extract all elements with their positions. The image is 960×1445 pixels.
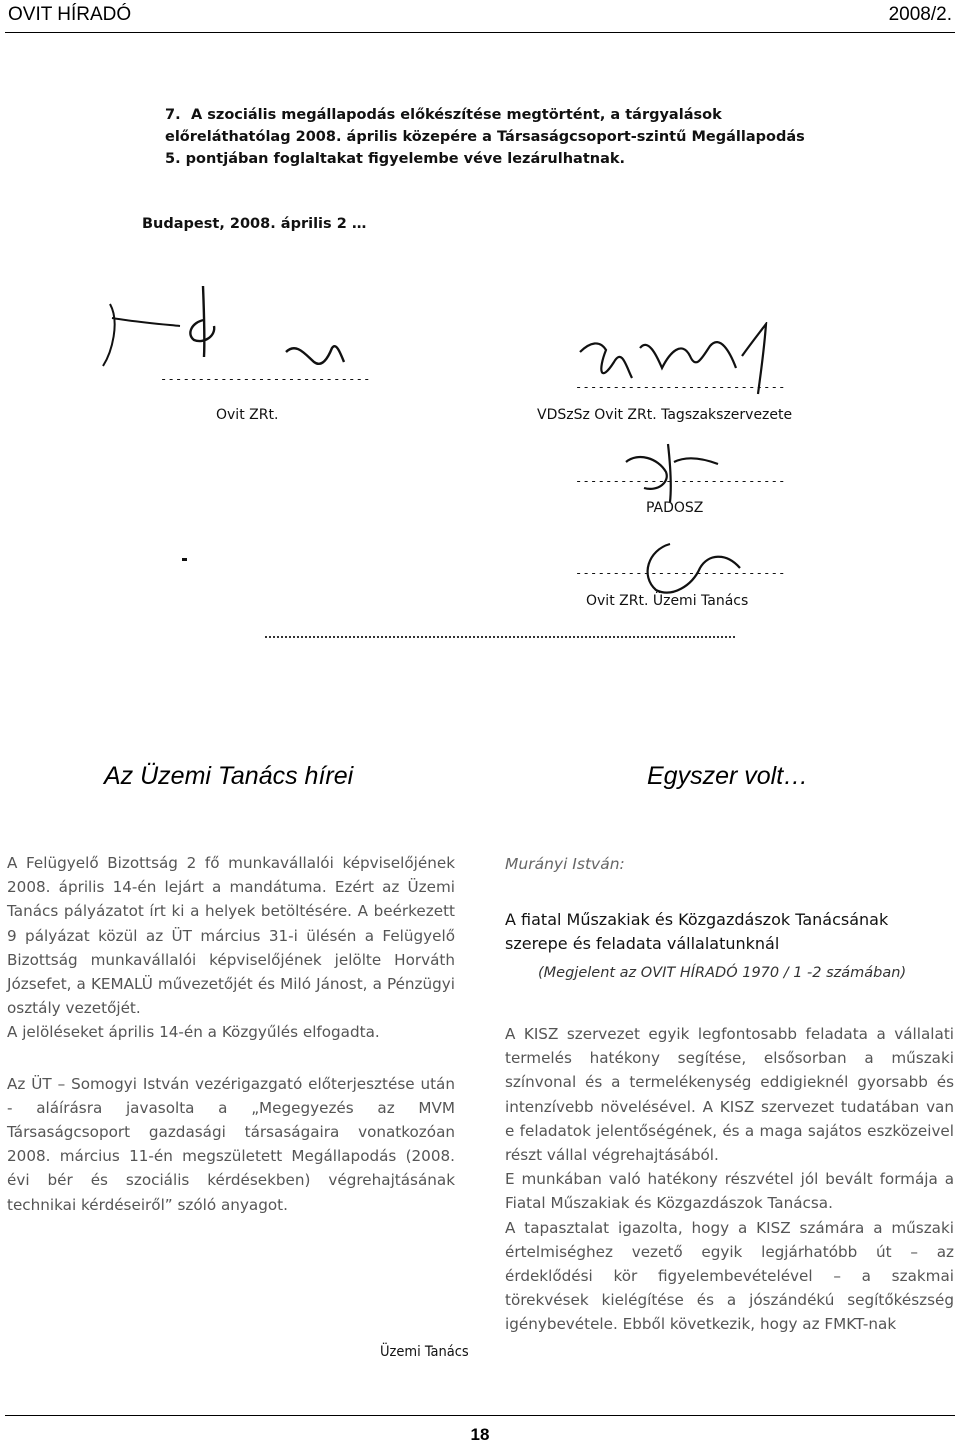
article-source-note: (Megjelent az OVIT HÍRADÓ 1970 / 1 -2 számában) — [538, 965, 907, 981]
signatory-padosz: PADOSZ — [646, 500, 704, 516]
point-text: A szociális megállapodás előkészítése megtörtént, a tárgyalások előreláthatólag 2008. április közepére a Társaságcsoport-szintű Megállapodás 5. pontjában foglaltakat figyelembe véve lezárulhatnak. — [165, 107, 805, 167]
page-number: 18 — [470, 1425, 490, 1444]
news-paragraph-2: A jelöléseket április 14-én a Közgyűlés elfogadta. — [7, 1023, 380, 1042]
article-body — [505, 1022, 954, 1337]
works-council-news — [7, 851, 455, 1217]
signature-line: ---------------------------- — [160, 372, 371, 386]
signature-line: ---------------------------- — [575, 566, 786, 580]
news-paragraph-1: A Felügyelő Bizottság 2 fő munkavállalói képviselőjének 2008. április 14-én lejárt a mandátuma. Ezért az Üzemi Tanács pályázatot írt ki a helyek betöltésére. A beérkezett 9 pályázat közül az ÜT március 31-i ülésén a Felügyelő Bizottság munkavállalói képviselőjének jelölte Horváth Józsefet, a KEMALÜ művezetőjét és Miló Jánost, a Pénzügyi osztály vezetőjét. — [7, 854, 455, 1018]
article-paragraph-1: A KISZ szervezet egyik legfontosabb feladata a vállalati termelés hatékony segítése, elsősorban a műszaki színvonal és a termelékenység eddigieknél gyorsabb és intenzívebb növelésével. A KISZ szervezet tudatában van e feladatok jelentőségének, és a maga sajátos eszközeivel részt vállal végrehajtásából. — [505, 1025, 954, 1165]
dotted-divider — [265, 636, 735, 638]
signatory-works-council: Ovit ZRt. Üzemi Tanács — [586, 593, 749, 609]
signature-line: ---------------------------- — [575, 380, 786, 394]
article-title: A fiatal Műszakiak és Közgazdászok Tanácsának szerepe és feladata vállalatunknál — [505, 910, 889, 953]
signature-line: ---------------------------- — [575, 474, 786, 488]
footer-divider — [5, 1415, 955, 1416]
publication-title: OVIT HÍRADÓ — [8, 4, 132, 25]
place-date: Budapest, 2008. április 2 … — [142, 216, 367, 232]
article-paragraph-3: A tapasztalat igazolta, hogy a KISZ számára a műszaki értelmiséghez vezető egyik legjárhatóbb út – az érdeklődési kör figyelembevételével – a szakmai törekvések kielégítése és a jószándékú segítőkészség igénybevétele. Ebből következik, hogy az FMKT-nak — [505, 1218, 954, 1334]
point-number: 7. — [165, 107, 181, 123]
signature-ovit-ceo — [100, 282, 360, 382]
article-author: Murányi István: — [505, 855, 625, 873]
header-divider — [5, 32, 955, 33]
article-paragraph-2: E munkában való hatékony részvétel jól bevált formája a Fiatal Műszakiak és Közgazdászok Tanácsa. — [505, 1170, 954, 1213]
news-paragraph-3: Az ÜT – Somogyi István vezérigazgató előterjesztése után - aláírásra javasolta a „Megegyezés az MVM Társaságcsoport gazdasági társaságaira vonatkozóan 2008. március 11-én megszületett Megállapodás (2008. évi bér és szociális kérdésekben) végrehajtásának technikai kérdéseiről” szóló anyagot. — [7, 1074, 455, 1214]
section-title-works-council: Az Üzemi Tanács hírei — [104, 762, 354, 790]
issue-number: 2008/2. — [888, 4, 952, 25]
scan-speck — [182, 558, 187, 561]
section-title-once-upon: Egyszer volt… — [647, 762, 809, 790]
signatory-ovit: Ovit ZRt. — [216, 407, 279, 423]
signoff: Üzemi Tanács — [380, 1344, 469, 1360]
signatory-union: VDSzSz Ovit ZRt. Tagszakszervezete — [537, 407, 793, 423]
signature-padosz — [618, 438, 728, 506]
agreement-point-7 — [165, 104, 815, 170]
